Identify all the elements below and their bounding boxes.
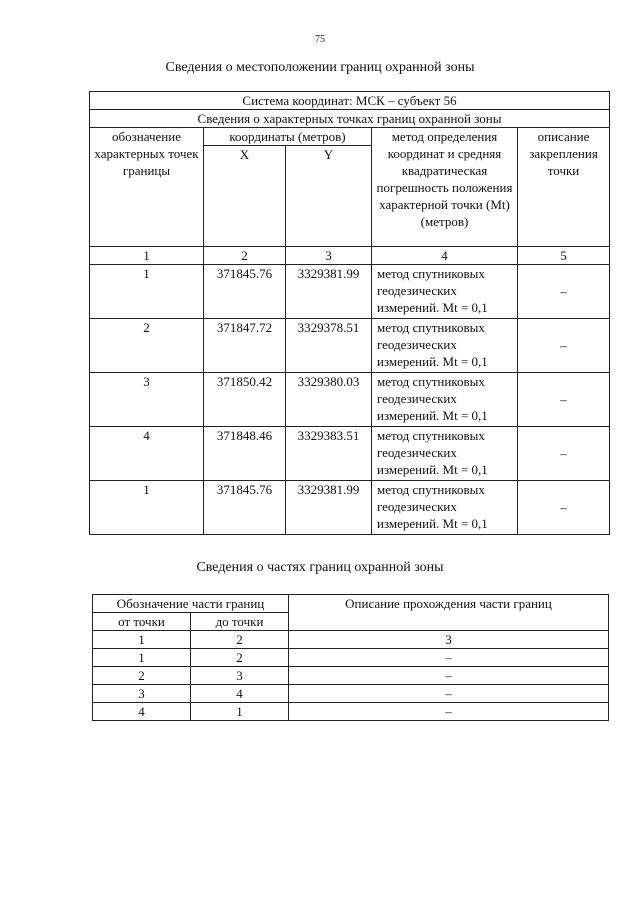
point-id: 1: [90, 265, 204, 319]
points-subtitle-header: Сведения о характерных точках границ охранной зоны: [90, 110, 610, 128]
coord-x: 371845.76: [204, 265, 286, 319]
method-text: метод спутниковых геодезических измерений. Mt = 0,1: [372, 319, 518, 373]
header-x: X: [204, 146, 286, 247]
header-part-description: Описание прохождения части границ: [289, 595, 609, 631]
from-point: 1: [93, 649, 191, 667]
coord-x: 371847.72: [204, 319, 286, 373]
header-to-point: до точки: [191, 613, 289, 631]
coord-y: 3329383.51: [286, 427, 372, 481]
to-point: 4: [191, 685, 289, 703]
fixing-description: –: [518, 481, 610, 535]
to-point: 1: [191, 703, 289, 721]
table-row: [93, 703, 609, 721]
method-text: метод спутниковых геодезических измерений. Mt = 0,1: [372, 427, 518, 481]
header-method: метод определения координат и средняя квадратическая погрешность положения характерной точки (Mt) (метров): [372, 128, 518, 247]
part-description: –: [289, 649, 609, 667]
table-row: [90, 319, 610, 373]
table-row: [90, 373, 610, 427]
table-row: [90, 427, 610, 481]
fixing-description: –: [518, 427, 610, 481]
section-title-boundary-location: Сведения о местоположении границ охранной зоны: [165, 60, 475, 75]
to-point: 2: [191, 649, 289, 667]
from-point: 2: [93, 667, 191, 685]
column-number: 4: [372, 247, 518, 265]
from-point: 3: [93, 685, 191, 703]
coord-y: 3329381.99: [286, 265, 372, 319]
boundary-points-table: [89, 91, 610, 535]
method-text: метод спутниковых геодезических измерений. Mt = 0,1: [372, 481, 518, 535]
header-y: Y: [286, 146, 372, 247]
coord-y: 3329380.03: [286, 373, 372, 427]
fixing-description: –: [518, 373, 610, 427]
table-row: [90, 481, 610, 535]
header-fixing-description: описание закрепления точки: [518, 128, 610, 247]
column-number: 1: [90, 247, 204, 265]
table-row: [93, 649, 609, 667]
column-number: 2: [204, 247, 286, 265]
coord-x: 371850.42: [204, 373, 286, 427]
point-id: 3: [90, 373, 204, 427]
column-number: 2: [191, 631, 289, 649]
coord-y: 3329378.51: [286, 319, 372, 373]
column-number: 1: [93, 631, 191, 649]
header-part-designation: Обозначение части границ: [93, 595, 289, 613]
method-text: метод спутниковых геодезических измерений. Mt = 0,1: [372, 265, 518, 319]
table-row: [93, 667, 609, 685]
column-number: 3: [286, 247, 372, 265]
point-id: 2: [90, 319, 204, 373]
coordinate-system-header: Система координат: МСК – субъект 56: [90, 92, 610, 110]
coord-x: 371845.76: [204, 481, 286, 535]
method-text: метод спутниковых геодезических измерений. Mt = 0,1: [372, 373, 518, 427]
part-description: –: [289, 667, 609, 685]
table-row: [93, 685, 609, 703]
to-point: 3: [191, 667, 289, 685]
point-id: 1: [90, 481, 204, 535]
header-point-designation: обозначение характерных точек границы: [90, 128, 204, 247]
header-coordinates: координаты (метров): [204, 128, 372, 146]
table-row: [90, 265, 610, 319]
column-number: 5: [518, 247, 610, 265]
part-description: –: [289, 685, 609, 703]
coord-x: 371848.46: [204, 427, 286, 481]
section-title-boundary-parts: Сведения о частях границ охранной зоны: [196, 560, 444, 575]
fixing-description: –: [518, 265, 610, 319]
fixing-description: –: [518, 319, 610, 373]
from-point: 4: [93, 703, 191, 721]
point-id: 4: [90, 427, 204, 481]
page-number: 75: [315, 34, 325, 45]
header-from-point: от точки: [93, 613, 191, 631]
part-description: –: [289, 703, 609, 721]
coord-y: 3329381.99: [286, 481, 372, 535]
column-number: 3: [289, 631, 609, 649]
boundary-parts-table: [92, 594, 609, 721]
